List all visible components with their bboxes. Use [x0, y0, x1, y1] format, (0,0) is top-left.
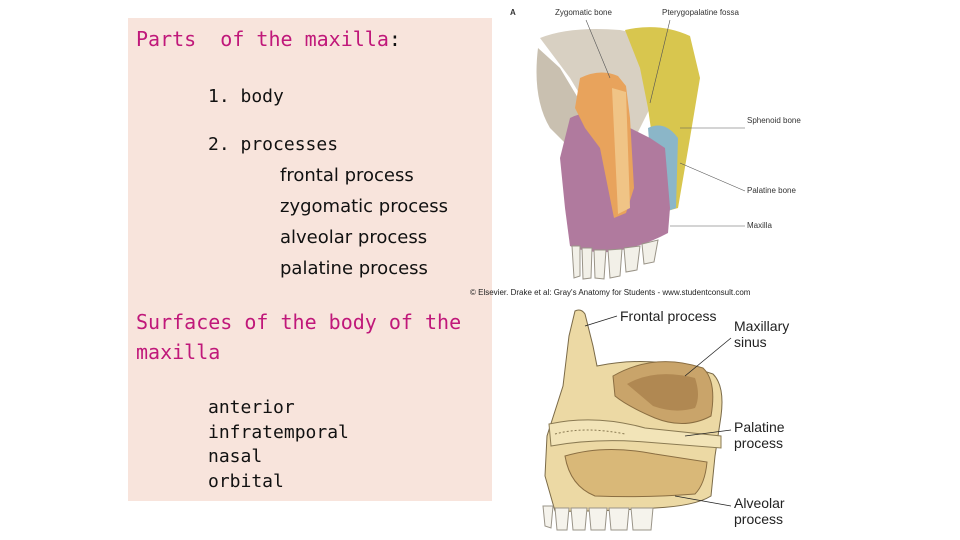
label-alveolar-process-line2: process: [734, 511, 784, 527]
label-frontal-process: Frontal process: [620, 308, 717, 324]
label-palatine-process: [734, 419, 785, 451]
parts-heading-text: Parts of the maxilla: [136, 27, 389, 51]
surface-orbital: orbital: [208, 470, 284, 492]
label-maxilla: Maxilla: [747, 221, 772, 230]
label-pterygopalatine-fossa: Pterygopalatine fossa: [662, 8, 739, 17]
sub-frontal-process: frontal process: [280, 165, 414, 186]
parts-heading-colon: :: [388, 27, 401, 51]
label-alveolar-process-line1: Alveolar: [734, 495, 785, 511]
label-palatine-bone: Palatine bone: [747, 186, 796, 195]
item-body: 1. body: [208, 86, 284, 107]
label-palatine-process-line1: Palatine: [734, 419, 785, 435]
label-palatine-process-line2: process: [734, 435, 784, 451]
sub-alveolar-process: alveolar process: [280, 227, 428, 248]
panel-letter-a: A: [510, 8, 516, 17]
label-maxillary-sinus-line1: Maxillary: [734, 318, 790, 334]
skull-lateral-illustration: [530, 8, 810, 288]
surfaces-heading-line2: maxilla: [136, 340, 221, 364]
figure-credit: © Elsevier. Drake et al: Gray's Anatomy for Students - www.studentconsult.com: [470, 288, 751, 297]
surfaces-heading-line1: Surfaces of the body of the: [136, 310, 462, 334]
surface-nasal: nasal: [208, 446, 263, 467]
surface-anterior: anterior: [208, 397, 295, 418]
surfaces-heading: [136, 307, 461, 367]
sub-palatine-process: palatine process: [280, 258, 428, 279]
sub-zygomatic-process: zygomatic process: [280, 196, 448, 217]
label-alveolar-process: [734, 495, 785, 527]
surface-infratemporal: infratemporal: [208, 421, 349, 443]
label-maxillary-sinus: [734, 318, 789, 350]
surfaces-list: [208, 396, 349, 494]
maxilla-medial-illustration: [535, 306, 745, 536]
label-maxillary-sinus-line2: sinus: [734, 334, 767, 350]
label-sphenoid-bone: Sphenoid bone: [747, 116, 801, 125]
parts-heading: [136, 24, 401, 54]
item-processes: 2. processes: [208, 134, 339, 155]
label-zygomatic-bone: Zygomatic bone: [555, 8, 612, 17]
